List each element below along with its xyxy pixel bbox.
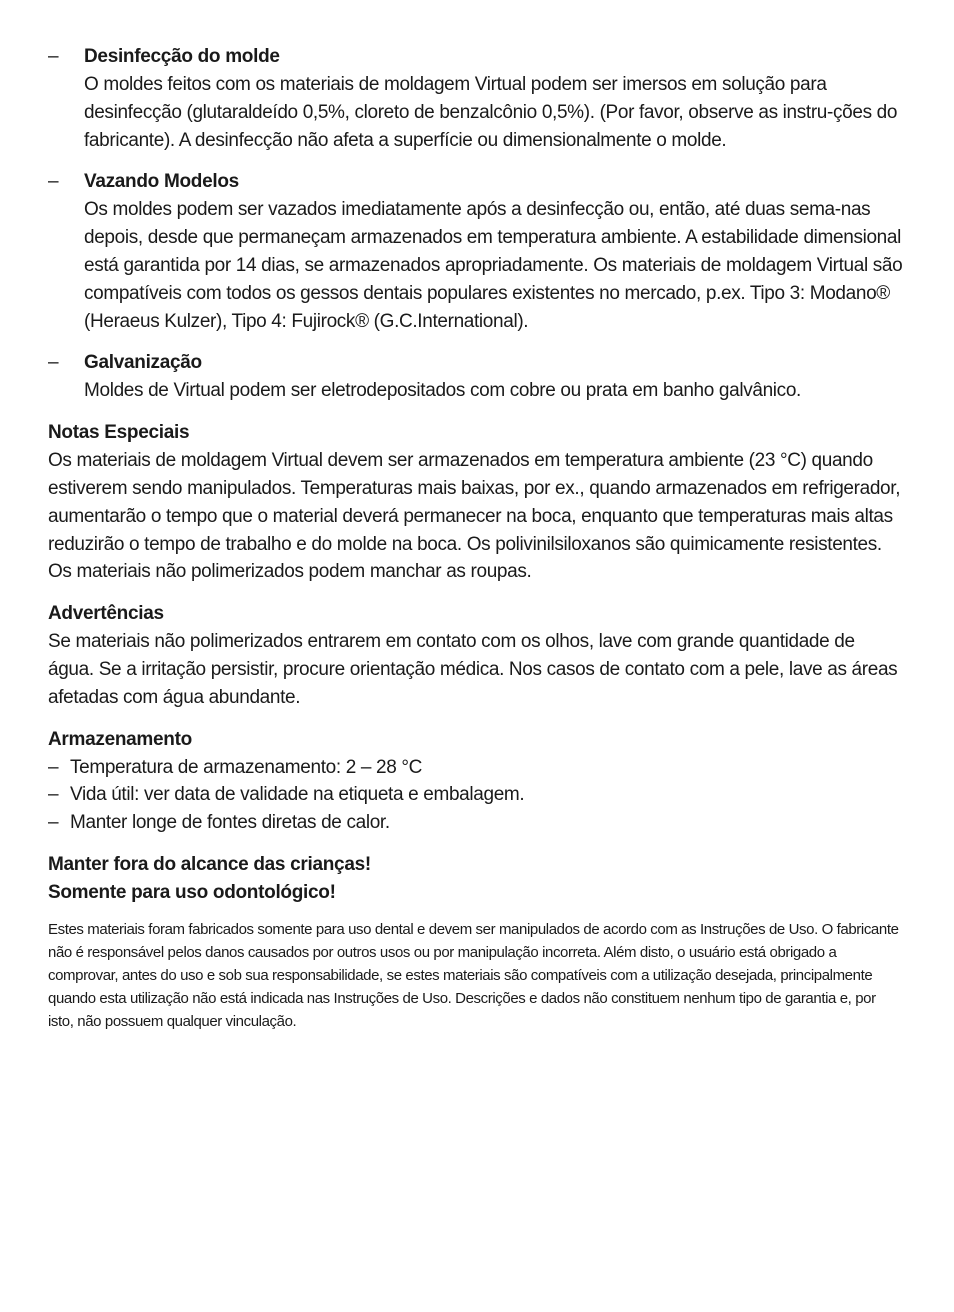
warnings-title: Advertências (48, 603, 164, 625)
section-text-pouring-models: Os moldes podem ser vazados imediatamente após a desinfecção ou, então, até duas sema-nas depois, desde que permaneçam armazenados em temperatura ambiente. A estabilidade dimensional está garantida por 14 dias, se armazenados apropriadamente. Os materiais de moldagem Virtual são compatíveis com todos os gessos dentais populares existentes no mercado, p.ex. Tipo 3: Modano® (Heraeus Kulzer), Tipo 4: Fujirock® (G.C.International). (84, 199, 903, 332)
section-title-electroplating: Galvanização (84, 352, 202, 374)
dash-bullet: – (48, 756, 59, 778)
list-item (48, 754, 904, 782)
list-item (48, 781, 904, 809)
section-warnings (48, 600, 904, 711)
warning-children: Manter fora do alcance das crianças! (48, 853, 371, 875)
dash-bullet: – (48, 812, 59, 834)
section-title-disinfection: Desinfecção do molde (84, 46, 280, 67)
bold-warnings (48, 851, 904, 907)
dash-bullet: – (48, 352, 59, 374)
storage-item-temperature: Temperatura de armazenamento: 2 – 28 °C (70, 756, 422, 778)
storage-title: Armazenamento (48, 728, 192, 750)
section-title-pouring-models: Vazando Modelos (84, 171, 239, 193)
warning-dental-use: Somente para uso odontológico! (48, 881, 336, 903)
list-item (48, 809, 904, 837)
section-text-electroplating: Moldes de Virtual podem ser eletrodepositados com cobre ou prata em banho galvânico. (84, 380, 801, 402)
section-special-notes (48, 419, 904, 586)
dash-bullet: – (48, 784, 59, 806)
storage-item-shelf-life: Vida útil: ver data de validade na etiqueta e embalagem. (70, 784, 525, 806)
dash-bullet: – (48, 46, 59, 67)
warnings-text: Se materiais não polimerizados entrarem em contato com os olhos, lave com grande quantidade de água. Se a irritação persistir, procure orientação médica. Nos casos de contato com a pele, lave as áreas afetadas com água abundante. (48, 631, 898, 708)
section-text-disinfection: O moldes feitos com os materiais de moldagem Virtual podem ser imersos em solução para desinfecção (glutaraldeído 0,5%, cloreto de benzalcônio 0,5%). (Por favor, observe as instru-ções do fabricante). A desinfecção não afeta a superfície ou dimensionalmente o molde. (84, 74, 898, 151)
storage-list (48, 754, 904, 837)
section-pouring-models (48, 168, 904, 335)
section-disinfection (48, 43, 904, 154)
section-storage (48, 726, 904, 837)
special-notes-text: Os materiais de moldagem Virtual devem ser armazenados em temperatura ambiente (23 °C) quando estiverem sendo manipulados. Temperaturas mais baixas, por ex., quando armazenados em refrigerador, aumentarão o tempo que o material deverá permanecer na boca, enquanto que temperaturas mais altas reduzirão o tempo de trabalho e do molde na boca. Os polivinilsiloxanos são quimicamente resistentes. Os materiais não polimerizados podem manchar as roupas. (48, 450, 901, 583)
section-electroplating (48, 349, 904, 405)
document-page (48, 43, 904, 1033)
storage-item-heat: Manter longe de fontes diretas de calor. (70, 812, 390, 834)
special-notes-title: Notas Especiais (48, 422, 190, 444)
dash-bullet: – (48, 171, 59, 193)
disclaimer-text: Estes materiais foram fabricados somente para uso dental e devem ser manipulados de acordo com as Instruções de Uso. O fabricante não é responsável pelos danos causados por outros usos ou por manipulação incorreta. Além disto, o usuário está obrigado a comprovar, antes do uso e sob sua responsabilidade, se estes materiais são compatíveis com a utilização desejada, principalmente quando esta utilização não está indicada nas Instruções de Uso. Descrições e dados não constituem nenhum tipo de garantia e, por isto, não possuem qualquer vinculação. (48, 920, 899, 1030)
